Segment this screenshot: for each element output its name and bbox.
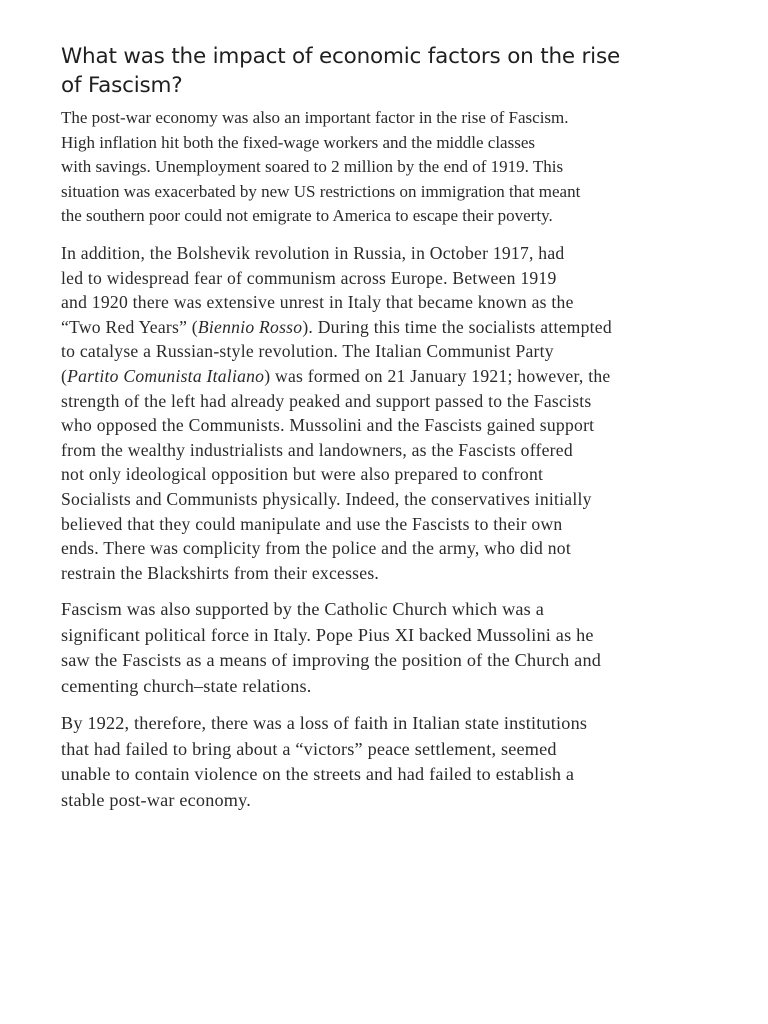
italic-term: Partito Comunista Italiano	[67, 365, 265, 386]
text-fragment: (	[61, 365, 68, 386]
text-line: who opposed the Communists. Mussolini and the Fascists gained support	[61, 415, 595, 436]
text-line: not only ideological opposition but were also prepared to confront	[61, 464, 544, 485]
text-line: Fascism was also supported by the Catholic Church which was a	[61, 599, 544, 620]
text-line: unable to contain violence on the streets and had failed to establish a	[61, 764, 575, 785]
paragraph-bolshevik	[61, 241, 701, 585]
text-line: Socialists and Communists physically. Indeed, the conservatives initially	[61, 488, 592, 509]
heading-line: of Fascism?	[61, 73, 183, 98]
text-line: restrain the Blackshirts from their excesses.	[61, 562, 380, 583]
text-line: In addition, the Bolshevik revolution in Russia, in October 1917, had	[61, 242, 565, 263]
text-line: strength of the left had already peaked and support passed to the Fascists	[61, 390, 592, 411]
paragraph-conclusion	[61, 711, 711, 813]
text-line: High inflation hit both the fixed-wage workers and the middle classes	[61, 132, 535, 152]
text-line: By 1922, therefore, there was a loss of faith in Italian state institutions	[61, 713, 588, 734]
heading-line: What was the impact of economic factors on the rise	[61, 44, 620, 69]
text-line: with savings. Unemployment soared to 2 million by the end of 1919. This	[61, 157, 564, 177]
text-fragment: ) was formed on 21 January 1921; however, the	[264, 365, 611, 386]
text-line: the southern poor could not emigrate to America to escape their poverty.	[61, 206, 553, 226]
text-line: from the wealthy industrialists and landowners, as the Fascists offered	[61, 439, 573, 460]
text-line: ends. There was complicity from the police and the army, who did not	[61, 538, 571, 559]
text-line: led to widespread fear of communism across Europe. Between 1919	[61, 267, 557, 288]
text-line: significant political force in Italy. Pope Pius XI backed Mussolini as he	[61, 624, 594, 645]
text-line: and 1920 there was extensive unrest in Italy that became known as the	[61, 292, 574, 313]
text-line: The post-war economy was also an important factor in the rise of Fascism.	[61, 108, 569, 127]
article-body	[61, 42, 721, 825]
italic-term: Biennio Rosso	[197, 316, 303, 337]
text-line	[61, 364, 701, 389]
text-fragment: “Two Red Years” (	[61, 316, 198, 337]
section-heading	[61, 42, 721, 100]
paragraph-economy	[61, 106, 701, 229]
text-fragment: ). During this time the socialists attempted	[302, 316, 612, 337]
text-line: to catalyse a Russian-style revolution. The Italian Communist Party	[61, 341, 554, 362]
text-line: stable post-war economy.	[61, 789, 251, 810]
paragraph-catholic-church	[61, 597, 721, 699]
text-line	[61, 315, 701, 340]
text-line: cementing church–state relations.	[61, 675, 312, 696]
text-line: believed that they could manipulate and use the Fascists to their own	[61, 513, 563, 534]
text-line: situation was exacerbated by new US restrictions on immigration that meant	[61, 181, 581, 201]
text-line: that had failed to bring about a “victors” peace settlement, seemed	[61, 738, 557, 759]
text-line: saw the Fascists as a means of improving the position of the Church and	[61, 650, 602, 671]
